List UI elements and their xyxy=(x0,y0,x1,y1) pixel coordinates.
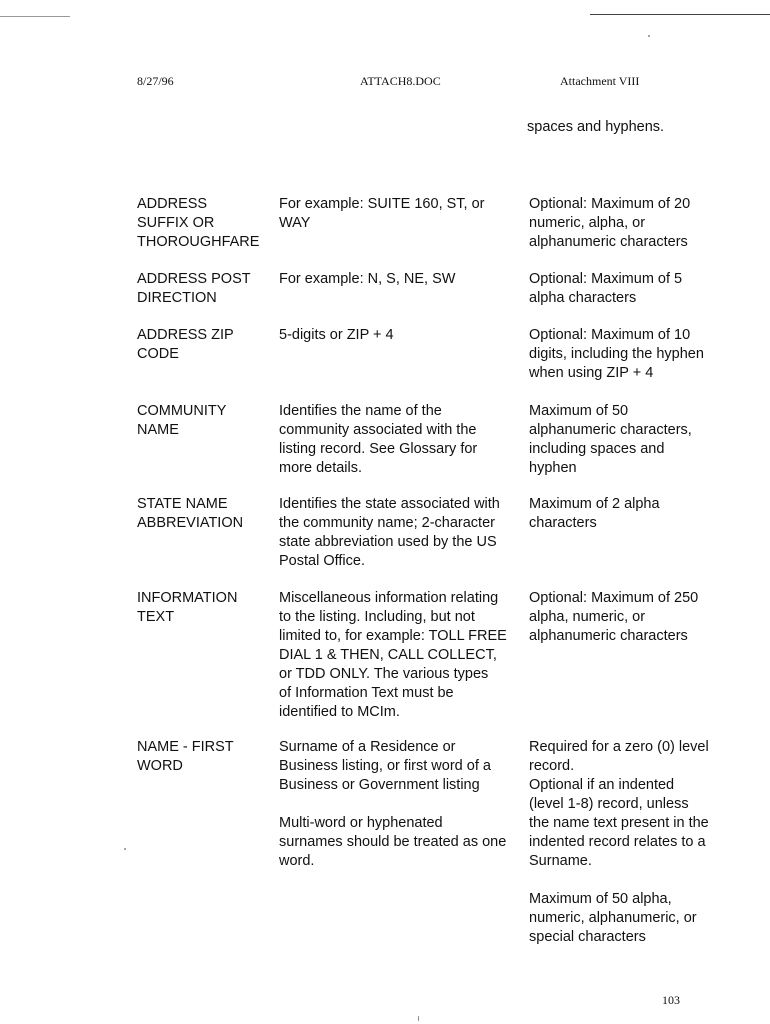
text-line: DIAL 1 & THEN, CALL COLLECT, xyxy=(279,647,497,663)
text-line: community associated with the xyxy=(279,422,477,438)
text-line: Identifies the state associated with xyxy=(279,496,500,512)
field-format xyxy=(529,195,744,252)
text-line: indented record relates to a xyxy=(529,834,706,850)
text-line: STATE NAME xyxy=(137,496,228,512)
text-line: SUFFIX OR xyxy=(137,215,215,231)
text-line: Optional: Maximum of 250 xyxy=(529,590,699,606)
text-line: Maximum of 50 alpha, xyxy=(529,891,672,907)
text-line: listing record. See Glossary for xyxy=(279,441,478,457)
text-line: Identifies the name of the xyxy=(279,403,442,419)
text-line: of Information Text must be xyxy=(279,685,454,701)
field-description xyxy=(279,326,524,345)
text-line: Maximum of 50 xyxy=(529,403,629,419)
text-line: more details. xyxy=(279,460,363,476)
text-line: the community name; 2-character xyxy=(279,515,495,531)
text-line: ABBREVIATION xyxy=(137,515,244,531)
field-description xyxy=(279,195,524,233)
field-description xyxy=(279,402,524,478)
text-line: ADDRESS xyxy=(137,196,208,212)
text-line: DIRECTION xyxy=(137,290,217,306)
text-line: Postal Office. xyxy=(279,553,365,569)
text-line: ADDRESS POST xyxy=(137,271,251,287)
field-format xyxy=(529,738,744,947)
text-line: characters xyxy=(529,515,597,531)
page-number: 103 xyxy=(662,993,680,1007)
field-name xyxy=(137,195,272,252)
header-attachment: Attachment VIII xyxy=(560,74,640,88)
scan-speck xyxy=(648,35,650,37)
text-line: Maximum of 2 alpha xyxy=(529,496,660,512)
field-name xyxy=(137,738,272,776)
text-line: COMMUNITY xyxy=(137,403,227,419)
text-line: THOROUGHFARE xyxy=(137,234,260,250)
text-line: digits, including the hyphen xyxy=(529,346,704,362)
header-date: 8/27/96 xyxy=(137,74,174,88)
scan-speck xyxy=(124,848,126,850)
top-left-rule xyxy=(0,16,70,17)
text-line: NAME - FIRST xyxy=(137,739,234,755)
text-line: (level 1-8) record, unless xyxy=(529,796,689,812)
top-right-rule xyxy=(590,14,770,15)
text-line: including spaces and xyxy=(529,441,665,457)
text-line: WAY xyxy=(279,215,311,231)
text-line: Optional if an indented xyxy=(529,777,675,793)
field-format xyxy=(529,402,744,478)
text-line: alphanumeric characters, xyxy=(529,422,692,438)
text-line: surnames should be treated as one xyxy=(279,834,507,850)
text-line: alphanumeric characters xyxy=(529,628,688,644)
continuation-text: spaces and hyphens. xyxy=(527,119,665,135)
field-format xyxy=(529,495,744,533)
text-line: word. xyxy=(279,853,315,869)
field-format xyxy=(529,270,744,308)
text-line: Multi-word or hyphenated xyxy=(279,815,443,831)
text-line: identified to MCIm. xyxy=(279,704,400,720)
field-description xyxy=(279,738,524,871)
text-line: to the listing. Including, but not xyxy=(279,609,475,625)
text-line: For example: N, S, NE, SW xyxy=(279,271,456,287)
text-line xyxy=(279,795,524,814)
field-description xyxy=(279,270,524,289)
text-line: alphanumeric characters xyxy=(529,234,688,250)
text-line: CODE xyxy=(137,346,179,362)
field-name xyxy=(137,495,272,533)
text-line: ADDRESS ZIP xyxy=(137,327,234,343)
text-line: 5-digits or ZIP + 4 xyxy=(279,327,394,343)
field-name xyxy=(137,402,272,440)
field-name xyxy=(137,270,272,308)
text-line: record. xyxy=(529,758,575,774)
text-line: numeric, alpha, or xyxy=(529,215,646,231)
text-line: INFORMATION xyxy=(137,590,238,606)
text-line: the name text present in the xyxy=(529,815,709,831)
text-line: Business or Government listing xyxy=(279,777,480,793)
text-line: Required for a zero (0) level xyxy=(529,739,709,755)
text-line xyxy=(529,871,744,890)
text-line: when using ZIP + 4 xyxy=(529,365,654,381)
field-name xyxy=(137,326,272,364)
text-line: special characters xyxy=(529,929,646,945)
header-filename: ATTACH8.DOC xyxy=(360,74,441,88)
text-line: Optional: Maximum of 20 xyxy=(529,196,691,212)
scan-speck xyxy=(418,1016,419,1021)
text-line: Optional: Maximum of 10 xyxy=(529,327,691,343)
text-line: TEXT xyxy=(137,609,175,625)
text-line: WORD xyxy=(137,758,183,774)
text-line: Surname. xyxy=(529,853,592,869)
text-line: numeric, alphanumeric, or xyxy=(529,910,697,926)
text-line: NAME xyxy=(137,422,179,438)
text-line: hyphen xyxy=(529,460,577,476)
text-line: Business listing, or first word of a xyxy=(279,758,491,774)
text-line: Miscellaneous information relating xyxy=(279,590,499,606)
text-line: alpha characters xyxy=(529,290,637,306)
field-name xyxy=(137,589,272,627)
field-description xyxy=(279,589,524,722)
field-format xyxy=(529,326,744,383)
text-line: Surname of a Residence or xyxy=(279,739,456,755)
text-line: Optional: Maximum of 5 xyxy=(529,271,683,287)
text-line: For example: SUITE 160, ST, or xyxy=(279,196,485,212)
text-line: limited to, for example: TOLL FREE xyxy=(279,628,507,644)
field-description xyxy=(279,495,524,571)
field-format xyxy=(529,589,744,646)
text-line: alpha, numeric, or xyxy=(529,609,646,625)
text-line: state abbreviation used by the US xyxy=(279,534,497,550)
text-line: or TDD ONLY. The various types xyxy=(279,666,489,682)
